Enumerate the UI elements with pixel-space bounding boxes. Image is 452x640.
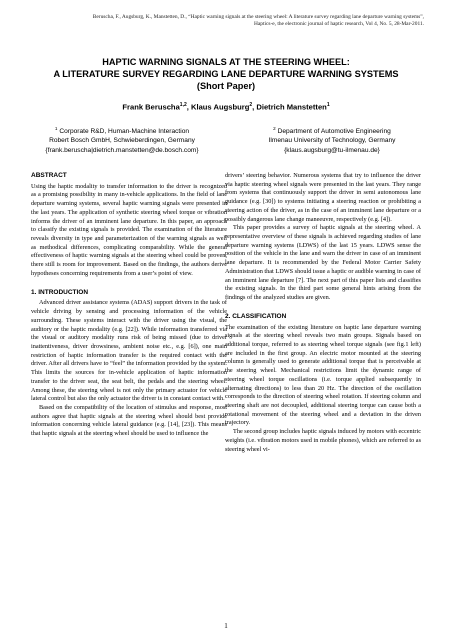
right-column bbox=[225, 172, 421, 454]
author-2: , Klaus Augsburg bbox=[186, 102, 250, 112]
affiliation-1-marker: 1 bbox=[54, 126, 58, 131]
left-column bbox=[31, 172, 227, 439]
title-line-1: HAPTIC WARNING SIGNALS AT THE STEERING WHEEL: bbox=[102, 57, 350, 67]
affiliation-2-org: Ilmenau University of Technology, Germany bbox=[268, 137, 396, 145]
classification-paragraph-2: The second group includes haptic signals induced by motors with eccentric weights (i.e. vibration motors used in mobile phones), which are referred to as steering wheel vi- bbox=[225, 428, 421, 453]
author-3-affil: 1 bbox=[326, 102, 330, 108]
citation-line-2: Haptics-e, the electronic journal of haptic research, Vol 4, No. 5, 28-Mar-2011. bbox=[254, 21, 424, 27]
affiliation-1-org: Robert Bosch GmbH, Schwieberdingen, Germany bbox=[49, 137, 195, 145]
author-2-affil: 2 bbox=[249, 102, 253, 108]
introduction-paragraph-1: Advanced driver assistance systems (ADAS) support drivers in the task of vehicle driving by sensing and processing information of the vehicle surrounding. These systems interact with the driver using the visual, the auditory or the haptic modality (e.g. [22]). While information transferred via the visual or auditory modality runs risk of being missed (due to driver inattentiveness, driver drowsiness, ambient noise etc., e.g. [6]), one main restriction of haptic information transfer is the required contact with the driver. After all drivers have to “feel” the information provided by the system. This limits the sources for in-vehicle application of haptic information transfer to the driver seat, the seat belt, the pedals and the steering wheel. Among these, the steering wheel is not only the primary actuator for vehicle lateral control but also the only actuator the driver is in constant contact with. bbox=[31, 299, 227, 403]
title-line-3: (Short Paper) bbox=[196, 81, 256, 91]
classification-heading: 2. CLASSIFICATION bbox=[225, 312, 287, 320]
introduction-paragraph-4: This paper provides a survey of haptic signals at the steering wheel. A representative overview of these signals is achieved regarding studies of lane departure warning systems (LDWS) of the last 15 years. LDWS sense the position of the vehicle in the lane and warn the driver in case of an imminent lane departure. It is recommended by the Federal Motor Carrier Safety Administration that LDWS should issue a haptic or audible warning in case of an imminent lane departure [7]. The next part of this paper lists and classifies the existing signals. In the third part some general hints arising from the findings of the analyzed studies are given. bbox=[225, 224, 421, 302]
affiliation-2-dept: Department of Automotive Engineering bbox=[275, 128, 391, 136]
affiliation-1 bbox=[22, 124, 222, 155]
abstract-heading: ABSTRACT bbox=[31, 172, 67, 179]
affiliation-1-email: {frank.beruscha|dietrich.manstetten@de.bosch.com} bbox=[45, 146, 199, 154]
author-3: , Dietrich Manstetten bbox=[252, 102, 327, 112]
introduction-paragraph-3: drivers’ steering behavior. Numerous systems that try to influence the driver via haptic steering wheel signals were presented in the last years. They range from systems that continuously support the driver in semi autonomous lane guidance (e.g. [30]) to systems initiating a steering reaction or prohibiting a steering action of the driver, as in the case of an imminent lane departure or a possibly dangerous lane change maneeuvre, respectively (e.g. [4]). bbox=[225, 172, 421, 223]
classification-paragraph-1: The examination of the existing literature on haptic lane departure warning signals at the steering wheel reveals two main groups. Signals based on additional torque, referred to as steering wheel torque signals (see fig.1 left) are included in the first group. An electric motor mounted at the steering column is generally used to generate additional torque that is perceivable at the steering wheel. Mechanical restrictions limit the dynamic range of steering wheel torque oscillations (i.e. torque applied subsequently in alternating directions) to less than 20 Hz. The direction of the oscillation corresponds to the direction of steering wheel rotation. If steering column and steering shaft are not decoupled, additional steering torque can cause both a rotational movement of the steering wheel and a deviation in the driven trajectory. bbox=[225, 323, 421, 427]
page-number: 1 bbox=[224, 622, 228, 630]
affiliation-2 bbox=[232, 124, 432, 155]
author-1-affil: 1,2 bbox=[179, 102, 187, 108]
citation-line-1: Beruscha, F., Augsburg, K., Manstetten, D., “Haptic warning signals at the steering wheel: A literature survey regarding lane departure warning systems”, bbox=[92, 14, 424, 20]
citation-header bbox=[24, 14, 424, 28]
title-line-2: A LITERATURE SURVEY REGARDING LANE DEPARTURE WARNING SYSTEMS bbox=[53, 69, 399, 79]
introduction-heading: 1. INTRODUCTION bbox=[31, 288, 89, 296]
affiliation-2-email: {klaus.augsburg@tu-ilmenau.de} bbox=[284, 146, 380, 154]
author-list bbox=[20, 102, 432, 112]
abstract-text: Using the haptic modality to transfer information to the driver is recognized as a promising possibility in many in-vehicle applications. In the field of lane departure warning systems, several haptic warning signals were presented in the last years. The application of synthetic steering wheel torque or vibration informs the driver of an imminent lane departure. In this paper, an approach to classify the existing signals is provided. The examination of the literature reveals diversity in type and parameterization of the warning signals as well as methodical differences, complicating comparability. While the general effectiveness of haptic warning signals at the steering wheel could be proven, there still is room for improvement. Based on the findings, the authors derive hypotheses concerning requirements from a user’s point of view. bbox=[31, 182, 227, 277]
introduction-paragraph-2: Based on the compatibility of the location of stimulus and response, most authors agree that haptic signals at the steering wheel should best provide information concerning vehicle lateral guidance (e.g. [14], [23]). This means that haptic signals at the steering wheel should be used to influence the bbox=[31, 403, 227, 438]
affiliation-1-dept: Corporate R&D, Human-Machine Interaction bbox=[57, 128, 190, 136]
paper-title bbox=[20, 56, 432, 92]
author-1: Frank Beruscha bbox=[122, 102, 180, 112]
affiliation-2-marker: 2 bbox=[273, 126, 276, 131]
